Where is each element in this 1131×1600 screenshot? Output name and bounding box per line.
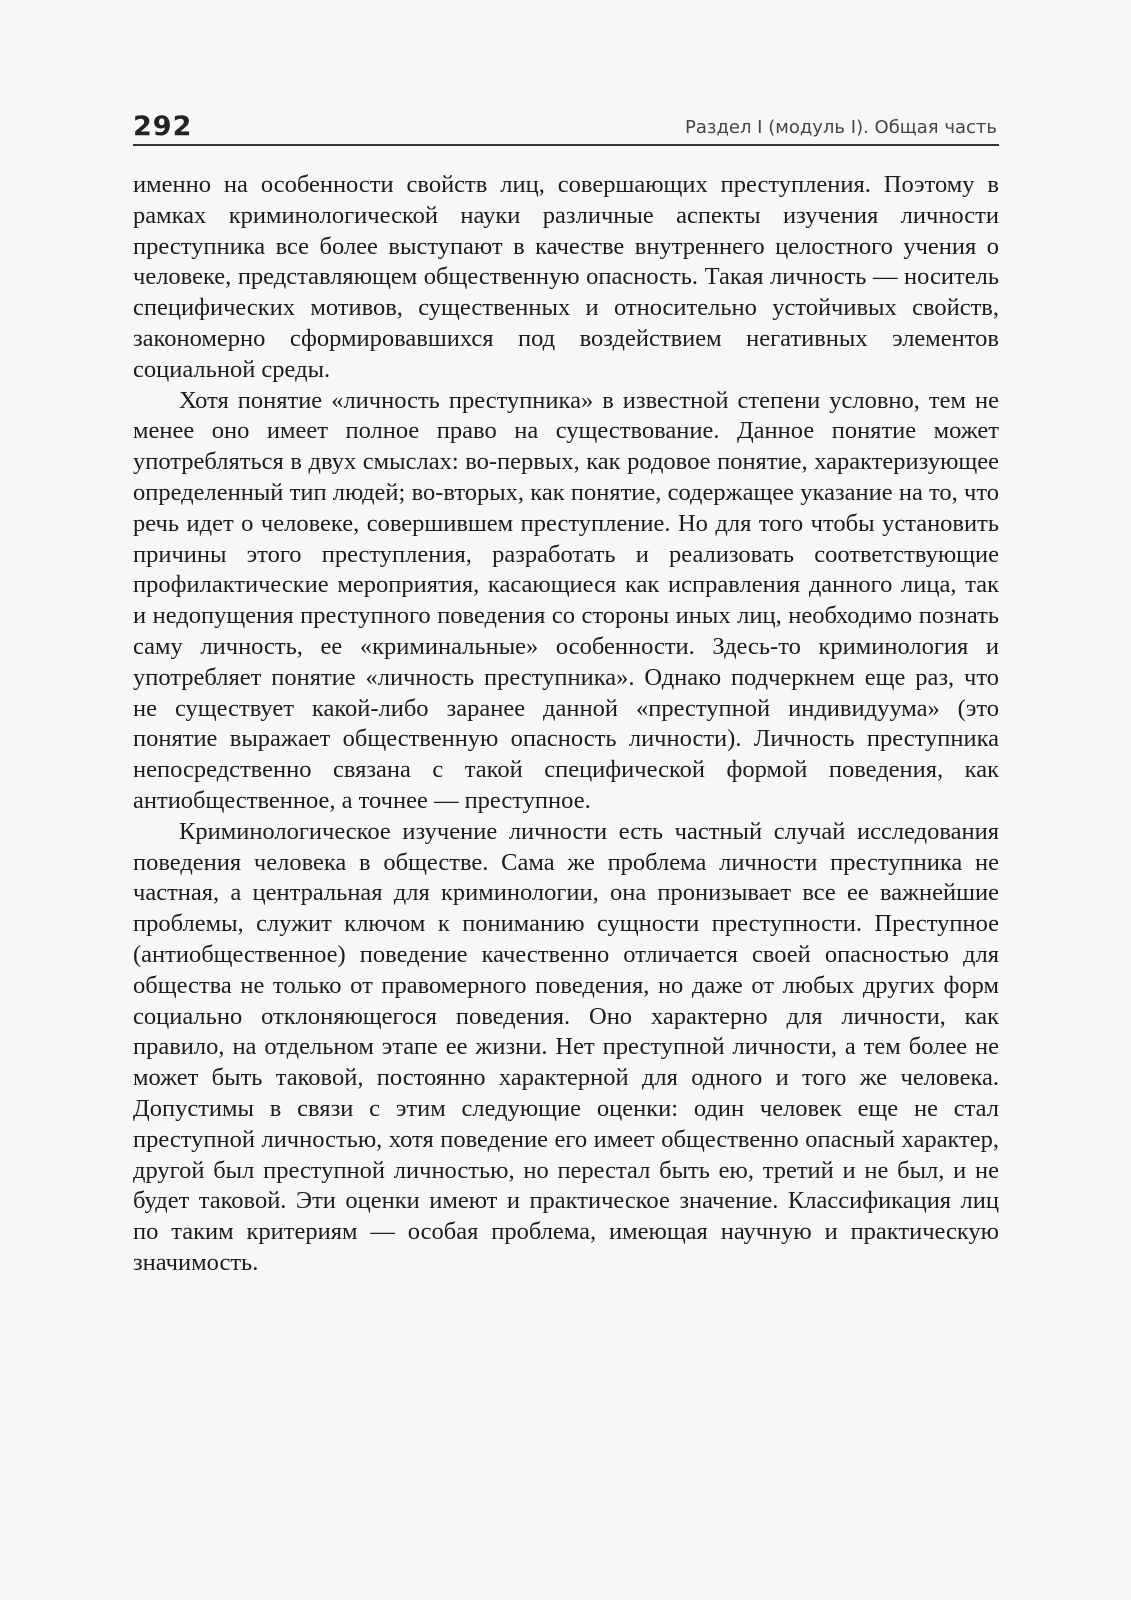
body-text xyxy=(133,170,999,1279)
page-number: 292 xyxy=(133,111,193,142)
paragraph-2: Хотя понятие «личность преступника» в известной степени условно, тем не менее оно имеет полное право на существование. Данное понятие может употребляться в двух смыслах: во-первых, как родовое понятие, характеризующее определенный тип людей; во-вторых, как понятие, содержащее указание на то, что речь идет о человеке, совершившем преступление. Но для того чтобы установить причины этого преступления, разработать и реализовать соответствующие профилактические мероприятия, касающиеся как исправления данного лица, так и недопущения преступного поведения со стороны иных лиц, необходимо познать саму личность, ее «криминальные» особенности. Здесь-то криминология и употребляет понятие «личность преступника». Однако подчеркнем еще раз, что не существует какой-либо заранее данной «преступной индивидуума» (это понятие выражает общественную опасность личности). Личность преступника непосредственно связана с такой специфической формой поведения, как антиобщественное, а точнее — преступное. xyxy=(133,386,999,814)
paragraph-3: Криминологическое изучение личности есть частный случай исследования поведения человека в обществе. Сама же проблема личности преступника не частная, а центральная для криминологии, она пронизывает все ее важнейшие проблемы, служит ключом к пониманию сущности преступности. Преступное (антиобщественное) поведение качественно отличается своей опасностью для общества не только от правомерного поведения, но даже от любых других форм социально отклоняющегося поведения. Оно характерно для личности, как правило, на отдельном этапе ее жизни. Нет преступной личности, а тем более не может быть таковой, постоянно характерной для одного и того же человека. Допустимы в связи с этим следующие оценки: один человек еще не стал преступной личностью, хотя поведение его имеет общественно опасный характер, другой был преступной личностью, но перестал быть ею, третий и не был, и не будет таковой. Эти оценки имеют и практическое значение. Классификация лиц по таким критериям — особая проблема, имеющая научную и практическую значимость. xyxy=(133,817,999,1276)
running-header xyxy=(133,110,999,146)
paragraph-1: именно на особенности свойств лиц, совершающих преступления. Поэтому в рамках криминологической науки различные аспекты изучения личности преступника все более выступают в качестве внутреннего целостного учения о человеке, представляющем общественную опасность. Такая личность — носитель специфических мотивов, существенных и относительно устойчивых свойств, закономерно сформировавшихся под воздействием негативных элементов социальной среды. xyxy=(133,171,999,383)
section-title: Раздел I (модуль I). Общая часть xyxy=(684,117,997,138)
